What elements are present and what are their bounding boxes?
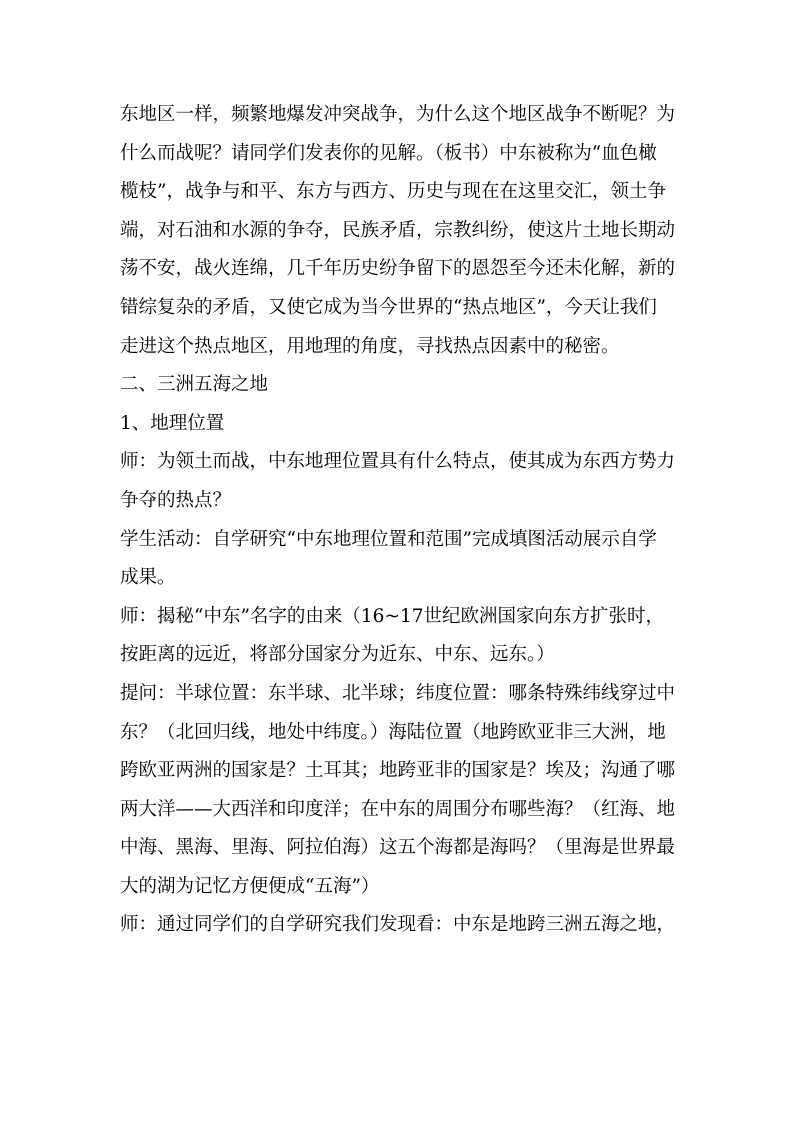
text-line: 成果。	[120, 567, 176, 589]
text-line: 荡不安，战火连绵，几千年历史纷争留下的恩怨至今还未化解，新的	[120, 258, 676, 280]
text-line: 端，对石油和水源的争夺，民族矛盾，宗教纠纷，使这片土地长期动	[120, 219, 676, 241]
document-body	[120, 96, 680, 945]
text-line: 什么而战呢？请同学们发表你的见解。（板书）中东被称为“血色橄	[120, 142, 657, 164]
text-line: 争夺的热点？	[120, 489, 232, 511]
text-line: 东地区一样，频繁地爆发冲突战争，为什么这个地区战争不断呢？为	[120, 104, 676, 125]
text-line: 跨欧亚两洲的国家是？土耳其；地跨亚非的国家是？埃及；沟通了哪	[120, 760, 676, 782]
text-line: 大的湖为记忆方便便成“五海”）	[120, 875, 380, 897]
text-line: 提问：半球位置：东半球、北半球；纬度位置：哪条特殊纬线穿过中	[120, 682, 676, 704]
text-line: 师：为领土而战，中东地理位置具有什么特点，使其成为东西方势力	[120, 451, 676, 473]
text-line: 中海、黑海、里海、阿拉伯海）这五个海都是海吗？（里海是世界最	[120, 837, 676, 859]
text-line: 师：通过同学们的自学研究我们发现看：中东是地跨三洲五海之地，	[120, 914, 676, 936]
text-line: 两大洋——大西洋和印度洋；在中东的周围分布哪些海？（红海、地	[120, 798, 676, 820]
text-line: 走进这个热点地区，用地理的角度，寻找热点因素中的秘密。	[120, 335, 620, 357]
text-line: 按距离的远近，将部分国家分为近东、中东、远东。）	[120, 644, 555, 666]
text-line: 学生活动：自学研究“中东地理位置和范围”完成填图活动展示自学	[120, 528, 657, 550]
section-heading: 二、三洲五海之地	[120, 374, 269, 396]
subsection-heading: 1、地理位置	[120, 412, 225, 434]
text-line: 东？（北回归线，地处中纬度。）海陆位置（地跨欧亚非三大洲，地	[120, 721, 666, 743]
text-line: 错综复杂的矛盾，又使它成为当今世界的“热点地区”，今天让我们	[120, 296, 657, 318]
text-line: 师：揭秘“中东”名字的由来（16~17世纪欧洲国家向东方扩张时，	[120, 605, 664, 627]
text-line: 榄枝”，战争与和平、东方与西方、历史与现在在这里交汇，领土争	[120, 181, 666, 203]
